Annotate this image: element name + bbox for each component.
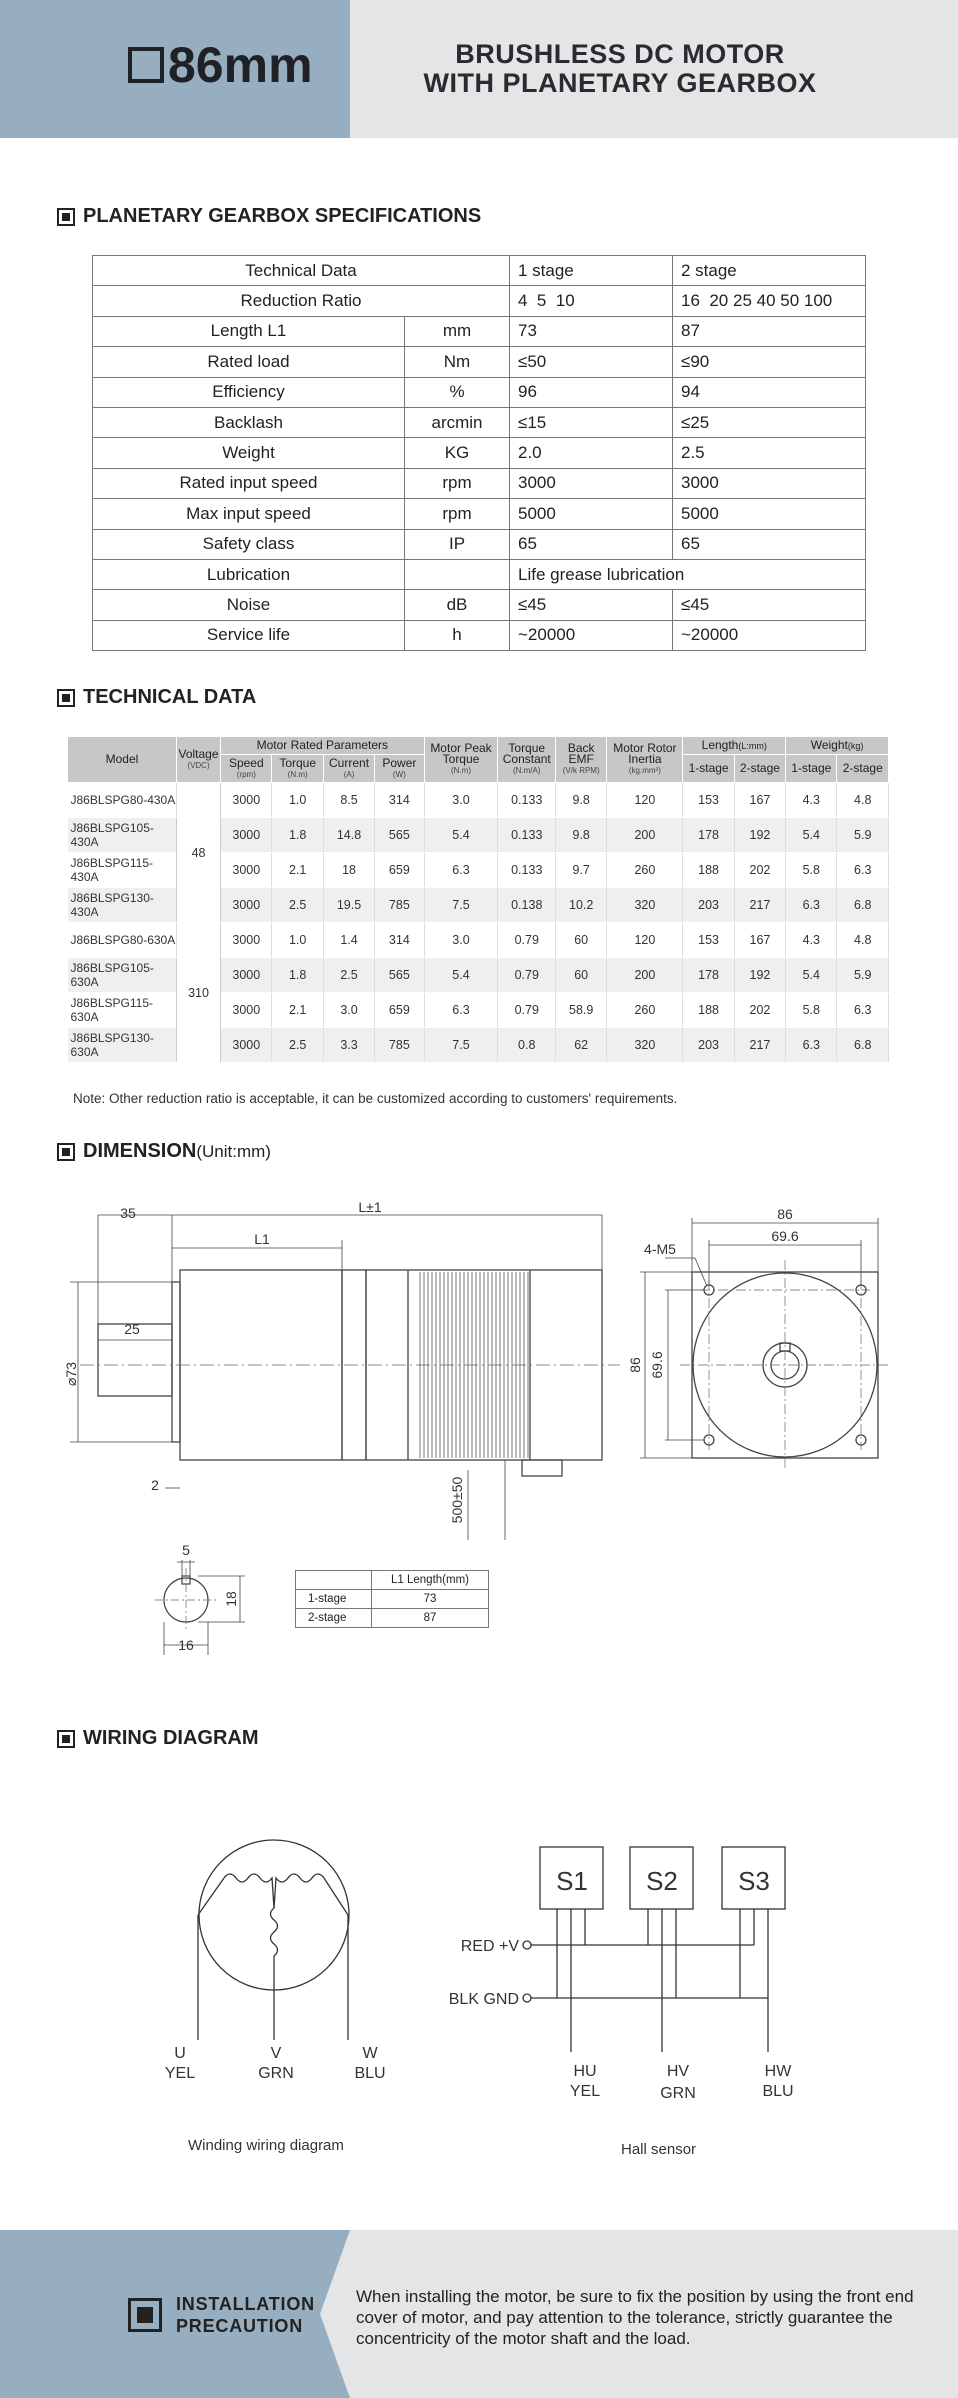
tech-value-cell: 19.5: [323, 888, 374, 923]
winding-caption: Winding wiring diagram: [188, 2137, 344, 2154]
section-gearbox-title: [57, 205, 481, 228]
title-line-2: WITH PLANETARY GEARBOX: [423, 68, 817, 98]
tech-value-cell: 200: [607, 958, 683, 993]
tech-value-cell: 4.8: [837, 923, 889, 958]
spec-unit: %: [405, 377, 510, 407]
spec-s2: 5000: [673, 499, 866, 529]
th-current: Current (A): [323, 755, 374, 783]
spec-row: [93, 468, 866, 498]
tech-value-cell: 5.9: [837, 958, 889, 993]
tech-value-cell: 167: [734, 923, 785, 958]
tech-value-cell: 565: [375, 818, 424, 853]
l1-stage-label: 1-stage: [296, 1590, 372, 1609]
tech-value-cell: 0.138: [498, 888, 556, 923]
l1-stage-label: 2-stage: [296, 1609, 372, 1628]
hall-hu: HU: [573, 2063, 597, 2080]
spec-s2: 2.5: [673, 438, 866, 468]
tech-value-cell: 217: [734, 1028, 785, 1063]
tech-value-cell: 203: [683, 888, 734, 923]
tech-value-cell: 188: [683, 993, 734, 1028]
th-weight-2stage: 2-stage: [837, 755, 889, 783]
tech-value-cell: 3000: [221, 853, 272, 888]
spec-s1: 3000: [510, 468, 673, 498]
spec-label: Service life: [93, 620, 405, 650]
tech-value-cell: 565: [375, 958, 424, 993]
dim-86-top: 86: [777, 1206, 793, 1222]
l1-table-header: L1 Length(mm): [372, 1571, 489, 1590]
spec-label: Efficiency: [93, 377, 405, 407]
tech-value-cell: 3000: [221, 818, 272, 853]
tech-value-cell: 5.8: [786, 993, 837, 1028]
th-length-2stage: 2-stage: [734, 755, 785, 783]
spec-s2: ≤90: [673, 347, 866, 377]
spec-unit: KG: [405, 438, 510, 468]
motor-size: [128, 36, 313, 94]
tech-value-cell: 178: [683, 958, 734, 993]
tech-value-cell: 0.133: [498, 853, 556, 888]
tech-value-cell: 260: [607, 853, 683, 888]
th-model: Model: [68, 737, 177, 783]
spec-row: [93, 620, 866, 650]
tech-value-cell: 200: [607, 818, 683, 853]
dim-73: ⌀73: [63, 1361, 79, 1387]
tech-value-cell: 0.8: [498, 1028, 556, 1063]
tech-value-cell: 18: [323, 853, 374, 888]
spec-ratio-s1: 4 5 10: [510, 286, 673, 316]
tech-value-cell: 192: [734, 818, 785, 853]
tech-value-cell: 9.8: [556, 818, 607, 853]
dim-4m5: 4-M5: [644, 1241, 676, 1257]
tech-value-cell: 167: [734, 783, 785, 818]
tech-value-cell: 6.3: [786, 888, 837, 923]
wire-red-label: RED +V: [460, 1938, 519, 1955]
spec-head-label: Technical Data: [93, 256, 510, 286]
tech-value-cell: 6.3: [786, 1028, 837, 1063]
hall-hw: HW: [764, 2063, 792, 2080]
tech-value-cell: 217: [734, 888, 785, 923]
tech-value-cell: 320: [607, 888, 683, 923]
section-square-icon: [57, 208, 75, 226]
tech-value-cell: 5.8: [786, 853, 837, 888]
tech-value-cell: 6.8: [837, 1028, 889, 1063]
tech-value-cell: 6.3: [424, 993, 498, 1028]
tech-value-cell: 5.4: [424, 958, 498, 993]
th-power: Power (W): [375, 755, 424, 783]
tech-model-cell: J86BLSPG115-630A: [68, 993, 177, 1028]
spec-ratio-s2: 16 20 25 40 50 100: [673, 286, 866, 316]
tech-value-cell: 6.3: [837, 993, 889, 1028]
spec-row: [93, 286, 866, 316]
tech-value-cell: 3.0: [323, 993, 374, 1028]
winding-w-color: BLU: [354, 2065, 386, 2082]
spec-row: [93, 256, 866, 286]
spec-unit: Nm: [405, 347, 510, 377]
spec-label: Length L1: [93, 316, 405, 346]
tech-value-cell: 202: [734, 993, 785, 1028]
spec-s1: 73: [510, 316, 673, 346]
installation-title-line2: PRECAUTION: [176, 2316, 304, 2336]
gearbox-spec-table: [92, 255, 866, 651]
precaution-square-icon: [128, 2298, 162, 2332]
tech-value-cell: 3.0: [424, 783, 498, 818]
tech-value-cell: 5.4: [786, 958, 837, 993]
dim-key-18: 18: [223, 1591, 239, 1607]
tech-value-cell: 0.79: [498, 958, 556, 993]
th-weight: Weight(kg): [786, 737, 889, 755]
voltage-cell: 48: [176, 783, 220, 923]
tech-value-cell: 5.9: [837, 818, 889, 853]
dim-86-side: 86: [627, 1357, 643, 1373]
installation-title: [128, 2293, 315, 2337]
installation-text: When installing the motor, be sure to fix the position by using the front end cover of motor, and pay attention to the tolerance, strictly guarantee the concentricity of the motor shaft and the load.: [356, 2287, 914, 2348]
tech-value-cell: 1.0: [272, 783, 323, 818]
tech-value-cell: 120: [607, 923, 683, 958]
dim-69-top: 69.6: [771, 1228, 799, 1244]
tech-value-cell: 5.4: [424, 818, 498, 853]
spec-s2: 3000: [673, 468, 866, 498]
spec-label: Max input speed: [93, 499, 405, 529]
wire-blk-label: BLK GND: [448, 1991, 519, 2008]
section-dimension-title: [57, 1140, 271, 1163]
dim-cable: 500±50: [449, 1476, 465, 1524]
spec-row: [93, 316, 866, 346]
spec-label: Rated load: [93, 347, 405, 377]
tech-value-cell: 785: [375, 888, 424, 923]
tech-value-cell: 153: [683, 923, 734, 958]
hall-hw-color: BLU: [762, 2083, 794, 2100]
spec-lubrication-value: Life grease lubrication: [510, 559, 866, 589]
spec-s1: ~20000: [510, 620, 673, 650]
th-voltage: Voltage (VDC): [176, 737, 220, 783]
dim-35: 35: [120, 1205, 136, 1221]
tech-model-cell: J86BLSPG130-630A: [68, 1028, 177, 1063]
tech-value-cell: 0.133: [498, 818, 556, 853]
tech-value-cell: 6.3: [837, 853, 889, 888]
th-rated-params: Motor Rated Parameters: [221, 737, 424, 755]
sensor-s2: S2: [646, 1866, 678, 1896]
spec-row: [93, 377, 866, 407]
dim-l1: L1: [254, 1231, 270, 1247]
tech-value-cell: 4.8: [837, 783, 889, 818]
tech-row: [68, 783, 889, 818]
section-dimension-label: DIMENSION: [83, 1140, 197, 1162]
tech-value-cell: 4.3: [786, 923, 837, 958]
tech-value-cell: 60: [556, 958, 607, 993]
tech-model-cell: J86BLSPG80-630A: [68, 923, 177, 958]
tech-value-cell: 1.8: [272, 818, 323, 853]
tech-value-cell: 0.79: [498, 993, 556, 1028]
tech-value-cell: 2.5: [272, 1028, 323, 1063]
tech-value-cell: 659: [375, 853, 424, 888]
tech-value-cell: 58.9: [556, 993, 607, 1028]
spec-s2: 65: [673, 529, 866, 559]
spec-s1: 2.0: [510, 438, 673, 468]
tech-model-cell: J86BLSPG115-430A: [68, 853, 177, 888]
motor-side-view: [98, 1270, 602, 1476]
section-square-icon: [57, 689, 75, 707]
tech-value-cell: 3000: [221, 783, 272, 818]
l1-length-table: [295, 1570, 489, 1628]
spec-unit: IP: [405, 529, 510, 559]
tech-model-cell: J86BLSPG105-430A: [68, 818, 177, 853]
tech-value-cell: 153: [683, 783, 734, 818]
tech-value-cell: 0.133: [498, 783, 556, 818]
section-technical-label: TECHNICAL DATA: [83, 686, 257, 708]
sensor-s3: S3: [738, 1866, 770, 1896]
winding-w: W: [362, 2045, 378, 2062]
tech-value-cell: 9.7: [556, 853, 607, 888]
l1-stage-value: 87: [372, 1609, 489, 1628]
hall-caption: Hall sensor: [621, 2141, 697, 2158]
section-wiring-title: [57, 1727, 259, 1750]
tech-value-cell: 659: [375, 993, 424, 1028]
spec-s1: 96: [510, 377, 673, 407]
th-weight-1stage: 1-stage: [786, 755, 837, 783]
tech-value-cell: 0.79: [498, 923, 556, 958]
spec-s1: 65: [510, 529, 673, 559]
section-square-icon: [57, 1730, 75, 1748]
title-line-1: BRUSHLESS DC MOTOR: [455, 39, 785, 69]
th-rotor-inertia: Motor Rotor Inertia (kg.mm²): [607, 737, 683, 783]
spec-s2: ≤45: [673, 590, 866, 620]
dim-key-16: 16: [178, 1637, 194, 1653]
spec-head-s2: 2 stage: [673, 256, 866, 286]
spec-unit: h: [405, 620, 510, 650]
winding-u-color: YEL: [164, 2065, 196, 2082]
spec-unit: rpm: [405, 468, 510, 498]
tech-value-cell: 7.5: [424, 888, 498, 923]
tech-value-cell: 1.4: [323, 923, 374, 958]
header-banner: [0, 0, 958, 138]
tech-row: [68, 923, 889, 958]
tech-value-cell: 203: [683, 1028, 734, 1063]
dim-2: 2: [151, 1477, 159, 1493]
spec-s1: 5000: [510, 499, 673, 529]
tech-value-cell: 3000: [221, 958, 272, 993]
spec-unit: [405, 559, 510, 589]
spec-unit: arcmin: [405, 407, 510, 437]
tech-model-cell: J86BLSPG105-630A: [68, 958, 177, 993]
tech-model-cell: J86BLSPG130-430A: [68, 888, 177, 923]
tech-value-cell: 2.5: [272, 888, 323, 923]
tech-value-cell: 1.0: [272, 923, 323, 958]
winding-diagram: [198, 1840, 349, 2040]
tech-value-cell: 3.0: [424, 923, 498, 958]
winding-v-color: GRN: [258, 2065, 294, 2082]
tech-value-cell: 260: [607, 993, 683, 1028]
tech-value-cell: 2.5: [323, 958, 374, 993]
tech-value-cell: 9.8: [556, 783, 607, 818]
hall-hv: HV: [666, 2063, 690, 2080]
spec-s2: ~20000: [673, 620, 866, 650]
tech-value-cell: 5.4: [786, 818, 837, 853]
spec-label: Rated input speed: [93, 468, 405, 498]
tech-value-cell: 3000: [221, 888, 272, 923]
spec-row: [93, 347, 866, 377]
technical-data-table: [67, 736, 889, 1063]
section-square-icon: [57, 1143, 75, 1161]
winding-v: V: [270, 2045, 282, 2062]
tech-value-cell: 3000: [221, 993, 272, 1028]
spec-row: [93, 529, 866, 559]
tech-value-cell: 192: [734, 958, 785, 993]
spec-label: Backlash: [93, 407, 405, 437]
section-wiring-label: WIRING DIAGRAM: [83, 1727, 259, 1749]
tech-value-cell: 3000: [221, 923, 272, 958]
hall-hu-color: YEL: [569, 2083, 601, 2100]
spec-label: Safety class: [93, 529, 405, 559]
motor-size-text: 86mm: [168, 37, 313, 93]
spec-head-s1: 1 stage: [510, 256, 673, 286]
tech-value-cell: 314: [375, 923, 424, 958]
spec-s2: 87: [673, 316, 866, 346]
section-gearbox-label: PLANETARY GEARBOX SPECIFICATIONS: [83, 205, 482, 227]
tech-value-cell: 10.2: [556, 888, 607, 923]
tech-value-cell: 120: [607, 783, 683, 818]
section-technical-title: [57, 686, 256, 709]
spec-s1: ≤15: [510, 407, 673, 437]
spec-row: [93, 499, 866, 529]
spec-s1: ≤45: [510, 590, 673, 620]
tech-value-cell: 14.8: [323, 818, 374, 853]
page-title: [360, 40, 880, 98]
hall-hv-color: GRN: [660, 2085, 696, 2102]
installation-title-line1: INSTALLATION: [176, 2294, 315, 2314]
dim-25: 25: [124, 1321, 140, 1337]
section-dimension-unit: (Unit:mm): [196, 1141, 271, 1161]
tech-value-cell: 6.3: [424, 853, 498, 888]
th-torque-constant: Torque Constant (N.m/A): [498, 737, 556, 783]
th-back-emf: Back EMF (V/k RPM): [556, 737, 607, 783]
spec-s2: ≤25: [673, 407, 866, 437]
th-torque: Torque (N.m): [272, 755, 323, 783]
th-speed: Speed (rpm): [221, 755, 272, 783]
wiring-diagram: [0, 1800, 958, 2180]
technical-data-body: [68, 783, 889, 1063]
dim-69-side: 69.6: [649, 1351, 665, 1379]
installation-footer: [0, 2230, 958, 2398]
tech-value-cell: 62: [556, 1028, 607, 1063]
spec-label: Lubrication: [93, 559, 405, 589]
th-length: Length(L:mm): [683, 737, 786, 755]
spec-row: [93, 407, 866, 437]
spec-row: [93, 438, 866, 468]
spec-unit: rpm: [405, 499, 510, 529]
tech-value-cell: 60: [556, 923, 607, 958]
tech-value-cell: 202: [734, 853, 785, 888]
tech-value-cell: 1.8: [272, 958, 323, 993]
tech-value-cell: 188: [683, 853, 734, 888]
tech-value-cell: 320: [607, 1028, 683, 1063]
spec-row: [93, 559, 866, 589]
shaft-key-view: [164, 1576, 208, 1622]
th-length-1stage: 1-stage: [683, 755, 734, 783]
spec-unit: dB: [405, 590, 510, 620]
tech-value-cell: 178: [683, 818, 734, 853]
tech-value-cell: 6.8: [837, 888, 889, 923]
tech-value-cell: 785: [375, 1028, 424, 1063]
tech-value-cell: 3.3: [323, 1028, 374, 1063]
sensor-s1: S1: [556, 1866, 588, 1896]
square-icon: [128, 47, 164, 83]
dim-key-5: 5: [182, 1542, 190, 1558]
tech-model-cell: J86BLSPG80-430A: [68, 783, 177, 818]
spec-unit: mm: [405, 316, 510, 346]
tech-value-cell: 2.1: [272, 853, 323, 888]
spec-label: Weight: [93, 438, 405, 468]
tech-value-cell: 8.5: [323, 783, 374, 818]
tech-value-cell: 2.1: [272, 993, 323, 1028]
spec-row: [93, 590, 866, 620]
tech-value-cell: 314: [375, 783, 424, 818]
l1-stage-value: 73: [372, 1590, 489, 1609]
spec-s1: ≤50: [510, 347, 673, 377]
voltage-cell: 310: [176, 923, 220, 1063]
winding-u: U: [174, 2045, 186, 2062]
spec-ratio-label: Reduction Ratio: [93, 286, 510, 316]
th-peak-torque: Motor Peak Torque (N.m): [424, 737, 498, 783]
spec-label: Noise: [93, 590, 405, 620]
tech-value-cell: 4.3: [786, 783, 837, 818]
tech-value-cell: 3000: [221, 1028, 272, 1063]
tech-value-cell: 7.5: [424, 1028, 498, 1063]
spec-s2: 94: [673, 377, 866, 407]
customization-note: Note: Other reduction ratio is acceptable, it can be customized according to customers' requirements.: [73, 1091, 678, 1106]
dim-l-total: L±1: [358, 1199, 382, 1215]
